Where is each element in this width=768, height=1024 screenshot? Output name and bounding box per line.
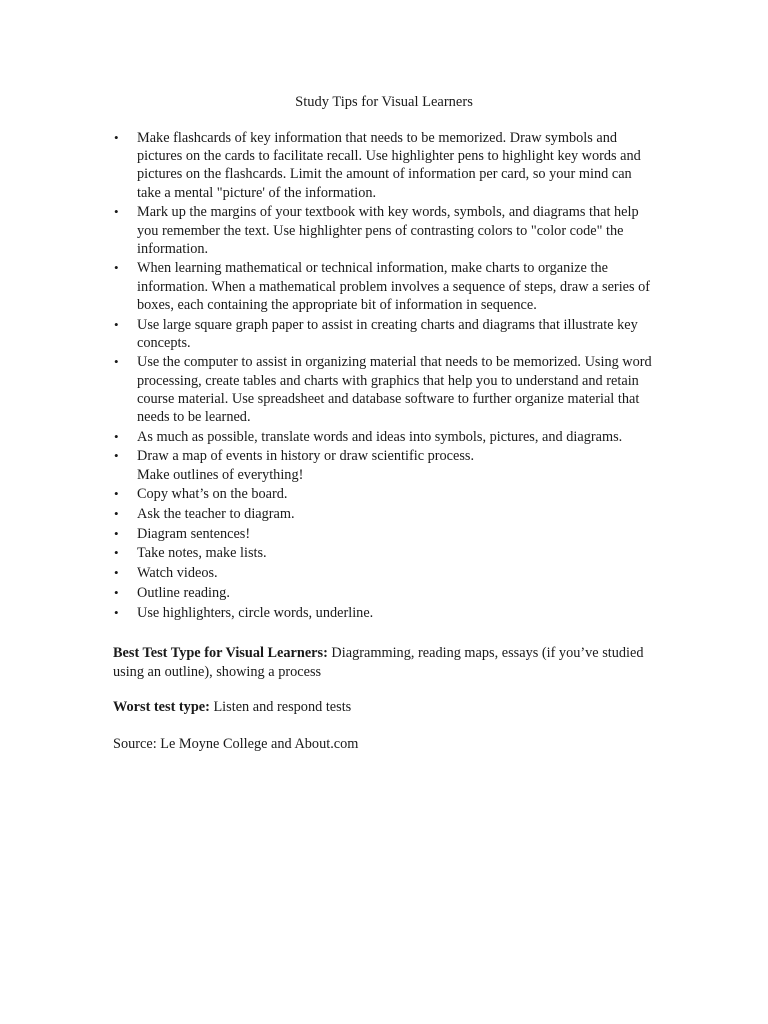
study-tips-list [113,129,653,623]
bullet-icon: • [114,260,119,276]
list-item-text: As much as possible, translate words and ideas into symbols, pictures, and diagrams. [137,428,623,445]
list-item [113,525,653,543]
worst-test-type-text: Listen and respond tests [209,699,352,715]
page-title: Study Tips for Visual Learners [295,94,473,110]
list-item-text: Make flashcards of key information that needs to be memorized. Draw symbols and pictures on the cards to facilitate recall. Use highlighter pens to highlight key words and pictures on the flashcards. Limit the amount of information per card, so your mind can take a mental "picture' of the information. [137,130,641,201]
bullet-icon: • [114,428,119,444]
bullet-icon: • [114,448,119,464]
worst-test-type-label: Worst test type: [113,699,210,715]
list-item-text: Mark up the margins of your textbook with key words, symbols, and diagrams that help you remember the text. Use highlighter pens of contrasting colors to "color code" the information. [137,204,639,257]
bullet-icon: • [114,354,119,370]
bullet-icon: • [114,486,119,502]
list-item-text: Ask the teacher to diagram. [137,506,295,523]
bullet-icon: • [114,545,119,561]
best-test-type-text: Diagramming, reading maps, essays (if you’ve studied using an outline), showing a process [113,645,644,680]
list-item-text: Use highlighters, circle words, underline. [137,604,374,621]
list-item-text: Outline reading. [137,584,230,601]
bullet-icon: • [114,525,119,541]
bullet-icon: • [114,130,119,145]
list-item [113,353,653,426]
list-item-text: When learning mathematical or technical information, make charts to organize the information. When a mathematical problem involves a sequence of steps, draw a series of boxes, each containing the appropriate bit of information in sequence. [137,260,651,313]
list-item [113,316,653,352]
list-item-continuation: Make outlines of everything! [137,466,304,483]
bullet-icon: • [114,506,119,522]
list-item [113,544,653,562]
list-item-text: Diagram sentences! [137,525,251,542]
worst-test-type-paragraph [113,698,653,717]
list-item [113,428,653,446]
bullet-icon: • [114,584,119,600]
list-item-text: Copy what’s on the board. [137,486,288,503]
list-item-text: Watch videos. [137,565,218,582]
best-test-type-label: Best Test Type for Visual Learners: [113,645,328,661]
list-item [113,259,653,314]
list-item [113,447,653,483]
bullet-icon: • [114,604,119,620]
list-item [113,203,653,258]
bullet-icon: • [114,204,119,220]
list-item [113,129,653,202]
list-item [113,505,653,523]
list-item [113,584,653,602]
list-item-text: Draw a map of events in history or draw scientific process. [137,448,475,465]
bullet-icon: • [114,316,119,332]
list-item [113,564,653,582]
list-item [113,604,653,622]
source-line: Source: Le Moyne College and About.com [113,736,359,752]
list-item [113,485,653,503]
best-test-type-paragraph [113,644,653,681]
list-item-text: Use large square graph paper to assist in creating charts and diagrams that illustrate key concepts. [137,316,638,351]
bullet-icon: • [114,565,119,581]
list-item-text: Use the computer to assist in organizing material that needs to be memorized. Using word processing, create tables and charts with graphics that help you to understand and retain course material. Use spreadsheet and database software to further organize material that needs to be learned. [137,354,652,426]
list-item-text: Take notes, make lists. [137,545,267,562]
